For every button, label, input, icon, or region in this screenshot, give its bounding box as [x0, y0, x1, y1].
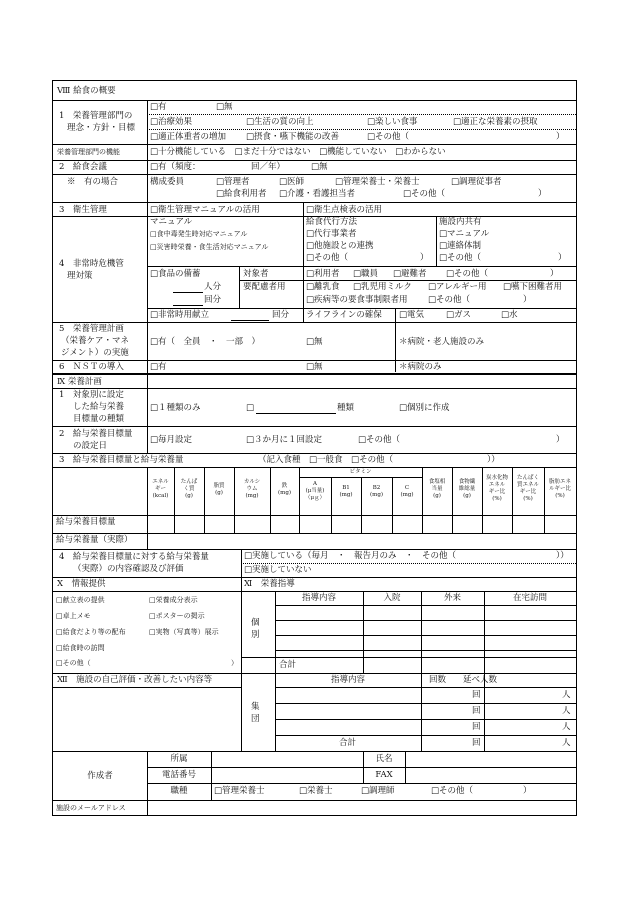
- individual-total: 合計: [279, 660, 297, 670]
- outsource-other[interactable]: □その他（: [306, 253, 349, 263]
- special-other[interactable]: □その他（: [428, 295, 471, 305]
- target-staff[interactable]: □職員: [353, 269, 379, 279]
- special-milk[interactable]: □乳児用ミルク: [353, 282, 412, 292]
- col-vitamin-b1: B1 (mg): [339, 485, 353, 498]
- col-vitamin-a: A (μ当量) （μｇ）: [304, 481, 326, 501]
- section-10-title: Ⅹ 情報提供: [57, 579, 106, 589]
- setting-date-label: 2 給与栄養目標量: [59, 429, 133, 439]
- outsource-label: 給食代行方法: [306, 217, 358, 227]
- phone-label: 電話番号: [161, 770, 196, 780]
- info-nutrition-label[interactable]: □栄養成分表示: [149, 596, 198, 604]
- evaluation-label: 4 給与栄養目標量に対する給与栄養量: [59, 552, 209, 562]
- kind-multiple-unit: 種類: [337, 403, 355, 413]
- meeting-no[interactable]: □無: [311, 162, 328, 172]
- target-kind-label: 1 対象別に設定: [59, 390, 124, 400]
- job-other[interactable]: □その他（: [431, 786, 474, 796]
- target-user[interactable]: □利用者: [306, 269, 340, 279]
- col-vitamin-c: C (mg): [400, 485, 414, 498]
- info-newsletter[interactable]: □給食だより等の配布: [56, 628, 126, 636]
- col-salt: 食塩相 当量 (g): [428, 479, 446, 499]
- info-poster[interactable]: □ポスターの掲示: [149, 612, 205, 620]
- job-dietitian-registered[interactable]: □管理栄養士: [214, 786, 265, 796]
- meeting-per-year: 回／年）: [251, 162, 286, 172]
- paren-close: ）: [523, 786, 532, 796]
- careplan-note: ＊病院・老人施設のみ: [399, 337, 485, 347]
- job-cook[interactable]: □調理師: [361, 786, 395, 796]
- careplan-label-2: （栄養ケア・マネ: [61, 336, 130, 346]
- goal-proper-weight[interactable]: □適正体重者の増加: [150, 132, 227, 142]
- nst-label: 6 ＮＳＴの導入: [59, 362, 124, 372]
- section-9-title: Ⅸ 栄養計画: [57, 377, 102, 387]
- target-other[interactable]: □その他（: [446, 269, 489, 279]
- kind-individual[interactable]: □個別に作成: [399, 403, 450, 413]
- section-12-title: Ⅻ 施設の自己評価・改善したい内容等: [57, 675, 213, 685]
- setting-date-label-2: の設定日: [73, 441, 108, 451]
- nutrient-table-title: 3 給与栄養目標量と給与栄養量: [59, 455, 184, 465]
- paren-close: ）: [556, 435, 565, 445]
- paren-close: ）: [556, 132, 565, 142]
- section-8-title: Ⅷ 給食の概要: [57, 86, 116, 96]
- group-header-content: 指導内容: [330, 675, 365, 685]
- evaluation-done[interactable]: □実施している（毎月 ・ 報告月のみ ・ その他（: [244, 551, 457, 561]
- individual-header-inpatient: 入院: [383, 593, 401, 603]
- row-actual-amount: 給与栄養量（実際）: [56, 535, 133, 545]
- manual-label: マニュアル: [150, 217, 193, 227]
- kind-one[interactable]: □１種類のみ: [150, 403, 201, 413]
- section-11-title: Ⅺ 栄養指導: [244, 579, 295, 589]
- paren-close: ）: [231, 659, 238, 667]
- special-label: 要配慮者用: [243, 282, 286, 292]
- manual-food-poisoning[interactable]: □食中毒発生時対応マニュアル: [150, 230, 248, 238]
- emergency-label: 4 非常時危機管: [59, 259, 124, 269]
- stockpile[interactable]: □食品の備蓄: [150, 269, 201, 279]
- paren-close: ））: [556, 551, 569, 561]
- coop-manual[interactable]: □マニュアル: [439, 229, 490, 239]
- col-fiber: 食物繊 維総量 (g): [458, 479, 476, 499]
- careplan-yes[interactable]: □有（ 全員 ・ 一部 ）: [150, 337, 261, 347]
- philosophy-label-2: 理念・方針・目標: [67, 123, 136, 133]
- vitamin-header: ビタミン: [349, 469, 372, 475]
- col-energy: エネル ギー (kcal): [152, 479, 169, 499]
- goal-treatment[interactable]: □治療効果: [150, 117, 193, 127]
- coop-other[interactable]: □その他（: [439, 253, 482, 263]
- meeting-if-yes: ※ 有の場合: [67, 177, 119, 187]
- nst-no[interactable]: □無: [306, 362, 323, 372]
- group-persons-3: 人: [562, 722, 571, 732]
- group-times-1: 回: [472, 690, 481, 700]
- job-label: 職種: [170, 786, 188, 796]
- target-label: 対象者: [243, 269, 269, 279]
- group-times-3: 回: [472, 722, 481, 732]
- member-doctor[interactable]: □医師: [279, 177, 305, 187]
- special-baby-food[interactable]: □離乳食: [306, 282, 340, 292]
- evaluation-not-done[interactable]: □実施していない: [244, 565, 312, 575]
- target-kind-label-2: した給与栄養: [73, 402, 125, 412]
- individual-header-outpatient: 外来: [443, 593, 461, 603]
- goal-swallowing[interactable]: □摂食・嚥下機能の改善: [246, 132, 340, 142]
- meal-type-options[interactable]: （記入食種 □一般食 □その他（: [258, 455, 394, 465]
- group-persons-2: 人: [562, 706, 571, 716]
- coop-label: 施設内共有: [439, 217, 482, 227]
- fax-label: FAX: [375, 770, 393, 780]
- group-persons-total: 人: [562, 738, 571, 748]
- group-label: 集団: [251, 702, 260, 724]
- goal-proper-intake[interactable]: □適正な栄養素の摂取: [453, 117, 538, 127]
- lifeline-label: ライフラインの確保: [306, 310, 382, 320]
- goal-enjoyable-meal[interactable]: □楽しい食事: [367, 117, 418, 127]
- goal-quality-of-life[interactable]: □生活の質の向上: [246, 117, 314, 127]
- emergency-menu[interactable]: □非常時用献立: [150, 310, 210, 320]
- col-protein-ratio: たんぱく 質エネル ギー比 (%): [516, 475, 539, 502]
- col-iron: 鉄 (mg): [277, 483, 292, 496]
- lifeline-gas[interactable]: □ガス: [446, 310, 472, 320]
- member-user[interactable]: □給食利用者: [216, 189, 267, 199]
- group-total: 合計: [339, 738, 357, 748]
- lifeline-water[interactable]: □水: [501, 310, 518, 320]
- stockpile-times: 回分: [204, 295, 222, 305]
- nst-note: ＊病院のみ: [399, 362, 442, 372]
- outsource-partner[interactable]: □他施設との連携: [306, 241, 374, 251]
- hygiene-manual[interactable]: □衛生管理マニュアルの活用: [150, 205, 260, 215]
- member-manager[interactable]: □管理者: [216, 177, 250, 187]
- individual-header-home: 在宅訪問: [512, 593, 547, 603]
- manual-disaster[interactable]: □災害時栄養・食生活対応マニュアル: [150, 243, 269, 251]
- careplan-label-3: ジメント）の実施: [61, 348, 129, 358]
- emergency-menu-unit: 回分: [272, 310, 290, 320]
- meeting-label: 2 給食会議: [59, 162, 107, 172]
- setting-other[interactable]: □その他（: [358, 435, 401, 445]
- target-kind-label-3: 目標量の種類: [73, 414, 125, 424]
- group-times-total: 回: [472, 738, 481, 748]
- special-dysphagia[interactable]: □嚥下困難者用: [503, 282, 563, 292]
- member-other[interactable]: □その他（: [403, 189, 446, 199]
- paren-close: ）: [550, 269, 559, 279]
- author-label: 作成者: [87, 771, 113, 781]
- survey-sheet: [52, 80, 577, 816]
- hygiene-checklist[interactable]: □衛生点検表の活用: [306, 205, 383, 215]
- group-persons-1: 人: [562, 690, 571, 700]
- lifeline-electric[interactable]: □電気: [399, 310, 425, 320]
- coop-contact[interactable]: □連絡体制: [439, 241, 482, 251]
- function-label: 栄養管理部門の機能: [57, 148, 120, 156]
- goal-other[interactable]: □その他（: [367, 132, 410, 142]
- info-other[interactable]: □その他（: [56, 659, 91, 667]
- evaluation-label-2: （実際）の内容確認及び評価: [73, 564, 184, 574]
- nst-yes[interactable]: □有: [150, 362, 167, 372]
- col-fat: 脂質 (g): [213, 483, 225, 496]
- emergency-label-2: 理対策: [67, 271, 93, 281]
- info-visit[interactable]: □給食時の訪問: [56, 644, 105, 652]
- col-fat-ratio: 脂肪エネ ルギー比 (%): [548, 479, 571, 499]
- careplan-label: 5 栄養管理計画: [59, 324, 124, 334]
- meeting-yes[interactable]: □有（頻度：: [150, 162, 201, 172]
- setting-monthly[interactable]: □毎月設定: [150, 435, 193, 445]
- paren-close: ）: [558, 253, 567, 263]
- col-protein: たんぱ く質 (g): [180, 479, 198, 499]
- philosophy-no[interactable]: □無: [216, 102, 233, 112]
- individual-label: 個別: [251, 618, 260, 640]
- job-dietitian[interactable]: □栄養士: [299, 786, 333, 796]
- member-dietitian[interactable]: □管理栄養士・栄養士: [335, 177, 420, 187]
- col-calcium: カルシ ウム (mg): [243, 479, 261, 499]
- paren-close: ）: [523, 295, 532, 305]
- paren-close: ）: [420, 253, 429, 263]
- outsource-contractor[interactable]: □代行事業者: [306, 229, 357, 239]
- philosophy-yes[interactable]: □有: [150, 102, 167, 112]
- target-evacuee[interactable]: □避難者: [393, 269, 427, 279]
- group-times-2: 回: [472, 706, 481, 716]
- special-diet-restriction[interactable]: □疾病等の要食事制限者用: [306, 295, 408, 305]
- setting-quarterly[interactable]: □３か月に１回設定: [246, 435, 323, 445]
- affiliation-label: 所属: [170, 754, 188, 764]
- function-options[interactable]: □十分機能している □まだ十分ではない □機能していない □わからない: [150, 147, 446, 157]
- name-label: 氏名: [375, 754, 393, 764]
- group-header-times: 回数: [429, 675, 447, 685]
- row-target-amount: 給与栄養目標量: [56, 517, 116, 527]
- stockpile-persons: 人分: [204, 282, 222, 292]
- paren-close: ）: [538, 189, 547, 199]
- col-carb-ratio: 炭水化物 エネル ギー比 (%): [485, 475, 508, 502]
- meeting-members-label: 構成委員: [150, 177, 185, 187]
- info-menu[interactable]: □献立表の提供: [56, 596, 105, 604]
- paren-close: ））: [487, 455, 500, 465]
- info-display[interactable]: □実物（写真等）展示: [149, 628, 219, 636]
- hygiene-label: 3 衛生管理: [59, 205, 107, 215]
- member-cook[interactable]: □調理従事者: [451, 177, 502, 187]
- kind-multiple[interactable]: □: [246, 403, 255, 413]
- email-label: 施設のメールアドレス: [56, 804, 126, 812]
- member-caregiver[interactable]: □介護・看護担当者: [279, 189, 356, 199]
- individual-header-content: 指導内容: [301, 593, 336, 603]
- special-allergy[interactable]: □アレルギー用: [428, 282, 487, 292]
- careplan-no[interactable]: □無: [306, 337, 323, 347]
- info-table-memo[interactable]: □卓上メモ: [56, 612, 91, 620]
- philosophy-label: 1 栄養管理部門の: [59, 111, 133, 121]
- col-vitamin-b2: B2 (mg): [369, 485, 384, 498]
- group-header-persons: 延べ人数: [463, 675, 498, 685]
